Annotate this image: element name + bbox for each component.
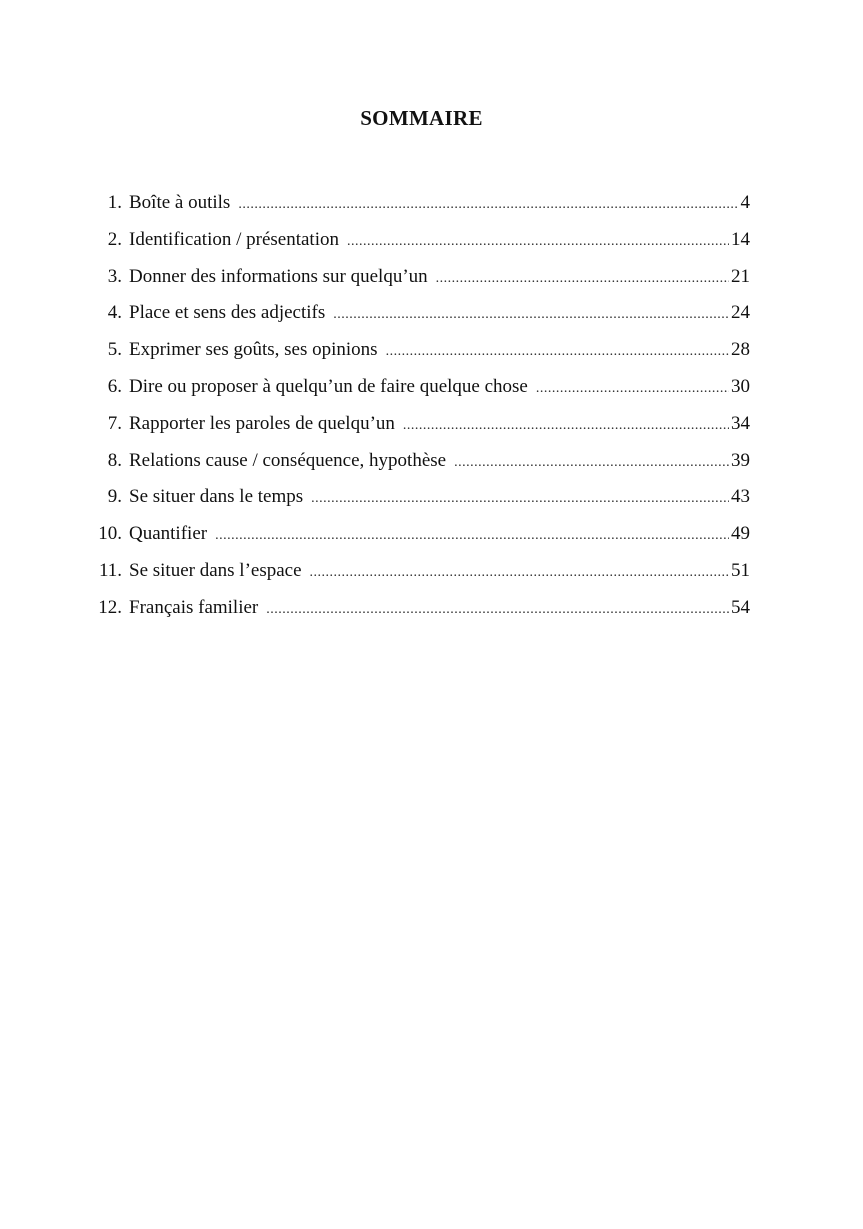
- toc-entry-page: 28: [731, 339, 750, 361]
- toc-entry-page: 30: [731, 375, 750, 397]
- toc-entry-number: 4.: [107, 302, 122, 324]
- toc-entry-page: 4: [740, 192, 750, 213]
- toc-dot-leader: [311, 485, 729, 513]
- toc-entry-label: Quantifier: [129, 523, 208, 545]
- toc-entry-page: 39: [731, 449, 750, 471]
- toc-entry-number: 5.: [107, 339, 122, 361]
- toc-entry-label: Se situer dans le temps: [129, 486, 304, 508]
- toc-entry-label: Place et sens des adjectifs: [129, 302, 326, 324]
- toc-entry-label: Boîte à outils: [129, 192, 231, 213]
- table-of-contents: [82, 189, 750, 631]
- toc-dot-leader: [347, 228, 729, 256]
- toc-entry-page: 54: [731, 596, 750, 618]
- toc-dot-leader: [386, 338, 729, 366]
- toc-entry-label: Se situer dans l’espace: [129, 559, 302, 581]
- toc-dot-leader: [266, 596, 729, 624]
- toc-entry-number: 6.: [107, 375, 122, 397]
- toc-dot-leader: [310, 559, 729, 587]
- toc-dot-leader: [403, 412, 729, 440]
- toc-entry-page: 24: [731, 302, 750, 324]
- toc-dot-leader: [454, 449, 729, 477]
- toc-entry-number: 8.: [107, 449, 122, 471]
- toc-entry[interactable]: [82, 483, 750, 520]
- toc-entry[interactable]: [82, 447, 750, 484]
- toc-entry-number: 2.: [107, 228, 122, 250]
- toc-entry-page: 21: [731, 265, 750, 287]
- toc-dot-leader: [536, 375, 729, 403]
- toc-dot-leader: [436, 265, 729, 293]
- toc-entry-page: 14: [731, 228, 750, 250]
- toc-entry[interactable]: [82, 299, 750, 336]
- toc-entry-number: 1.: [107, 192, 122, 213]
- toc-entry[interactable]: [82, 557, 750, 594]
- toc-entry-label: Rapporter les paroles de quelqu’un: [129, 412, 395, 434]
- toc-entry-page: 51: [731, 559, 750, 581]
- toc-entry-label: Donner des informations sur quelqu’un: [129, 265, 428, 287]
- toc-entry-label: Relations cause / conséquence, hypothèse: [129, 449, 447, 471]
- toc-entry[interactable]: [82, 520, 750, 557]
- toc-entry-number: 11.: [98, 559, 122, 581]
- toc-entry[interactable]: [82, 373, 750, 410]
- toc-entry-label: Exprimer ses goûts, ses opinions: [129, 339, 378, 361]
- toc-entry[interactable]: [82, 226, 750, 263]
- toc-entry-number: 9.: [107, 486, 122, 508]
- toc-entry-label: Dire ou proposer à quelqu’un de faire quelque chose: [129, 375, 528, 397]
- toc-entry[interactable]: [82, 410, 750, 447]
- toc-entry-page: 34: [731, 412, 750, 434]
- toc-dot-leader: [215, 522, 729, 550]
- toc-dot-leader: [238, 191, 738, 219]
- toc-entry-number: 12.: [98, 596, 122, 618]
- toc-entry-label: Français familier: [129, 596, 259, 618]
- page-title: SOMMAIRE: [360, 106, 483, 130]
- toc-entry-page: 43: [731, 486, 750, 508]
- toc-entry-number: 3.: [107, 265, 122, 287]
- toc-entry[interactable]: [82, 263, 750, 300]
- toc-entry-number: 10.: [98, 523, 122, 545]
- toc-entry-number: 7.: [107, 412, 122, 434]
- toc-entry[interactable]: [82, 594, 750, 631]
- toc-entry[interactable]: [82, 189, 750, 226]
- toc-entry[interactable]: [82, 336, 750, 373]
- toc-dot-leader: [333, 301, 729, 329]
- toc-entry-page: 49: [731, 523, 750, 545]
- toc-entry-label: Identification / présentation: [129, 228, 339, 250]
